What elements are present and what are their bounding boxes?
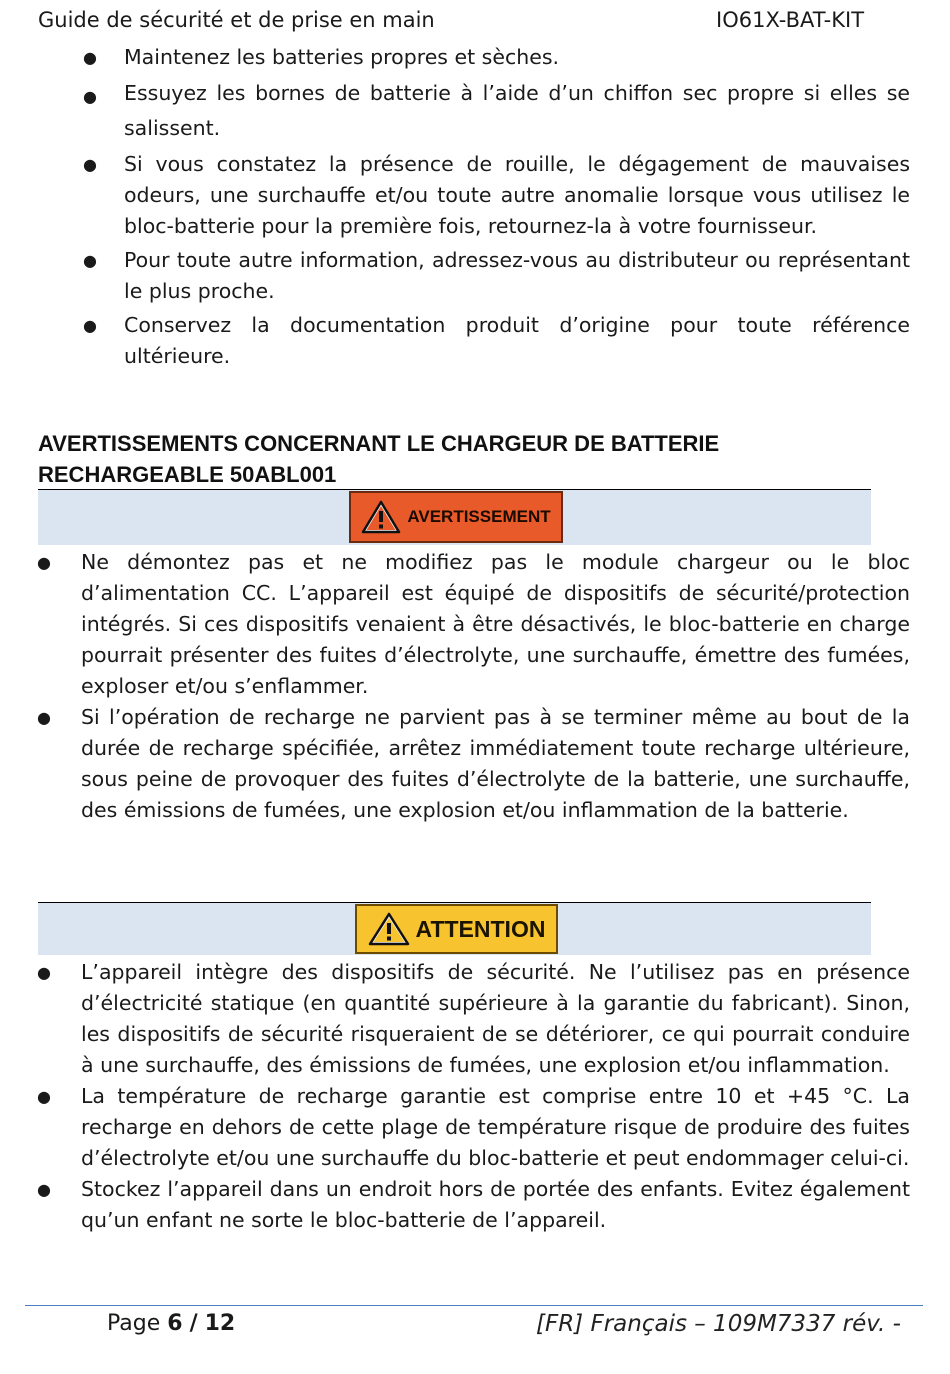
bullet-icon: ●: [83, 251, 97, 270]
list-item: ● Stockez l’appareil dans un endroit hors de portée des enfants. Evitez également qu’un enfant ne sorte le bloc-batterie de l’appareil.: [81, 1174, 910, 1236]
warning-triangle-icon: [368, 912, 410, 946]
bullet-icon: ●: [37, 1087, 51, 1106]
list-item: ● Pour toute autre information, adressez-vous au distributeur ou représentant le plus proche.: [124, 245, 910, 307]
bullet-icon: ●: [83, 48, 97, 67]
bullet-icon: ●: [37, 1180, 51, 1199]
list-item: ● Essuyez les bornes de batterie à l’aide d’un chiffon sec propre si elles se salissent.: [83, 81, 910, 140]
list-item: ● Si vous constatez la présence de rouille, le dégagement de mauvaises odeurs, une surchauffe et/ou toute autre anomalie lorsque vous utilisez le bloc-batterie pour la première fois, retournez-la à votre fournisseur.: [124, 149, 910, 242]
warning-badge: AVERTISSEMENT: [349, 491, 563, 543]
list-item: ● Conservez la documentation produit d’origine pour toute référence ultérieure.: [124, 310, 910, 372]
bullet-icon: ●: [83, 155, 97, 174]
bullet-icon: ●: [37, 553, 51, 572]
bullet-icon: ●: [83, 87, 97, 106]
caution-bullet-list: [37, 957, 910, 1236]
section-title: AVERTISSEMENTS CONCERNANT LE CHARGEUR DE BATTERIE RECHARGEABLE 50ABL001: [38, 431, 720, 487]
list-item: ● La température de recharge garantie est comprise entre 10 et +45 °C. La recharge en dehors de cette plage de température risque de produire des fuites d’électrolyte et/ou une surchauffe du bloc-batterie et peut endommager celui-ci.: [81, 1081, 910, 1174]
document-reference: [FR] Français – 109M7337 rév. -: [536, 1311, 901, 1337]
bullet-icon: ●: [37, 708, 51, 727]
list-item: ● L’appareil intègre des dispositifs de sécurité. Ne l’utilisez pas en présence d’électricité statique (en quantité supérieure à la garantie du fabricant). Sinon, les dispositifs de sécurité risqueraient de se détériorer, ce qui pourrait conduire à une surchauffe, des émissions de fumées, une explosion et/ou inflammation.: [81, 957, 910, 1081]
header-model: IO61X-BAT-KIT: [716, 8, 865, 32]
list-item: ● Ne démontez pas et ne modifiez pas le module chargeur ou le bloc d’alimentation CC. L’appareil est équipé de dispositifs de sécurité/protection intégrés. Si ces dispositifs venaient à être désactivés, le bloc-batterie en charge pourrait présenter des fuites d’électrolyte, une surchauffe, émettre des fumées, exploser et/ou s’enflammer.: [81, 547, 910, 702]
list-item: ● Maintenez les batteries propres et sèches.: [124, 42, 910, 73]
warning-triangle-icon: [361, 500, 401, 534]
footer-divider: [25, 1305, 923, 1306]
intro-bullet-list: [83, 42, 910, 375]
bullet-icon: ●: [83, 316, 97, 335]
warning-bullet-list: [37, 547, 910, 826]
header-title: Guide de sécurité et de prise en main: [38, 8, 435, 32]
bullet-icon: ●: [37, 963, 51, 982]
page-number: Page 6 / 12: [107, 1311, 236, 1336]
caution-badge: ATTENTION: [355, 904, 558, 954]
list-item: ● Si l’opération de recharge ne parvient pas à se terminer même au bout de la durée de recharge spécifiée, arrêtez immédiatement toute recharge ultérieure, sous peine de provoquer des fuites d’électrolyte de la batterie, une surchauffe, des émissions de fumées, une explosion et/ou inflammation de la batterie.: [81, 702, 910, 826]
